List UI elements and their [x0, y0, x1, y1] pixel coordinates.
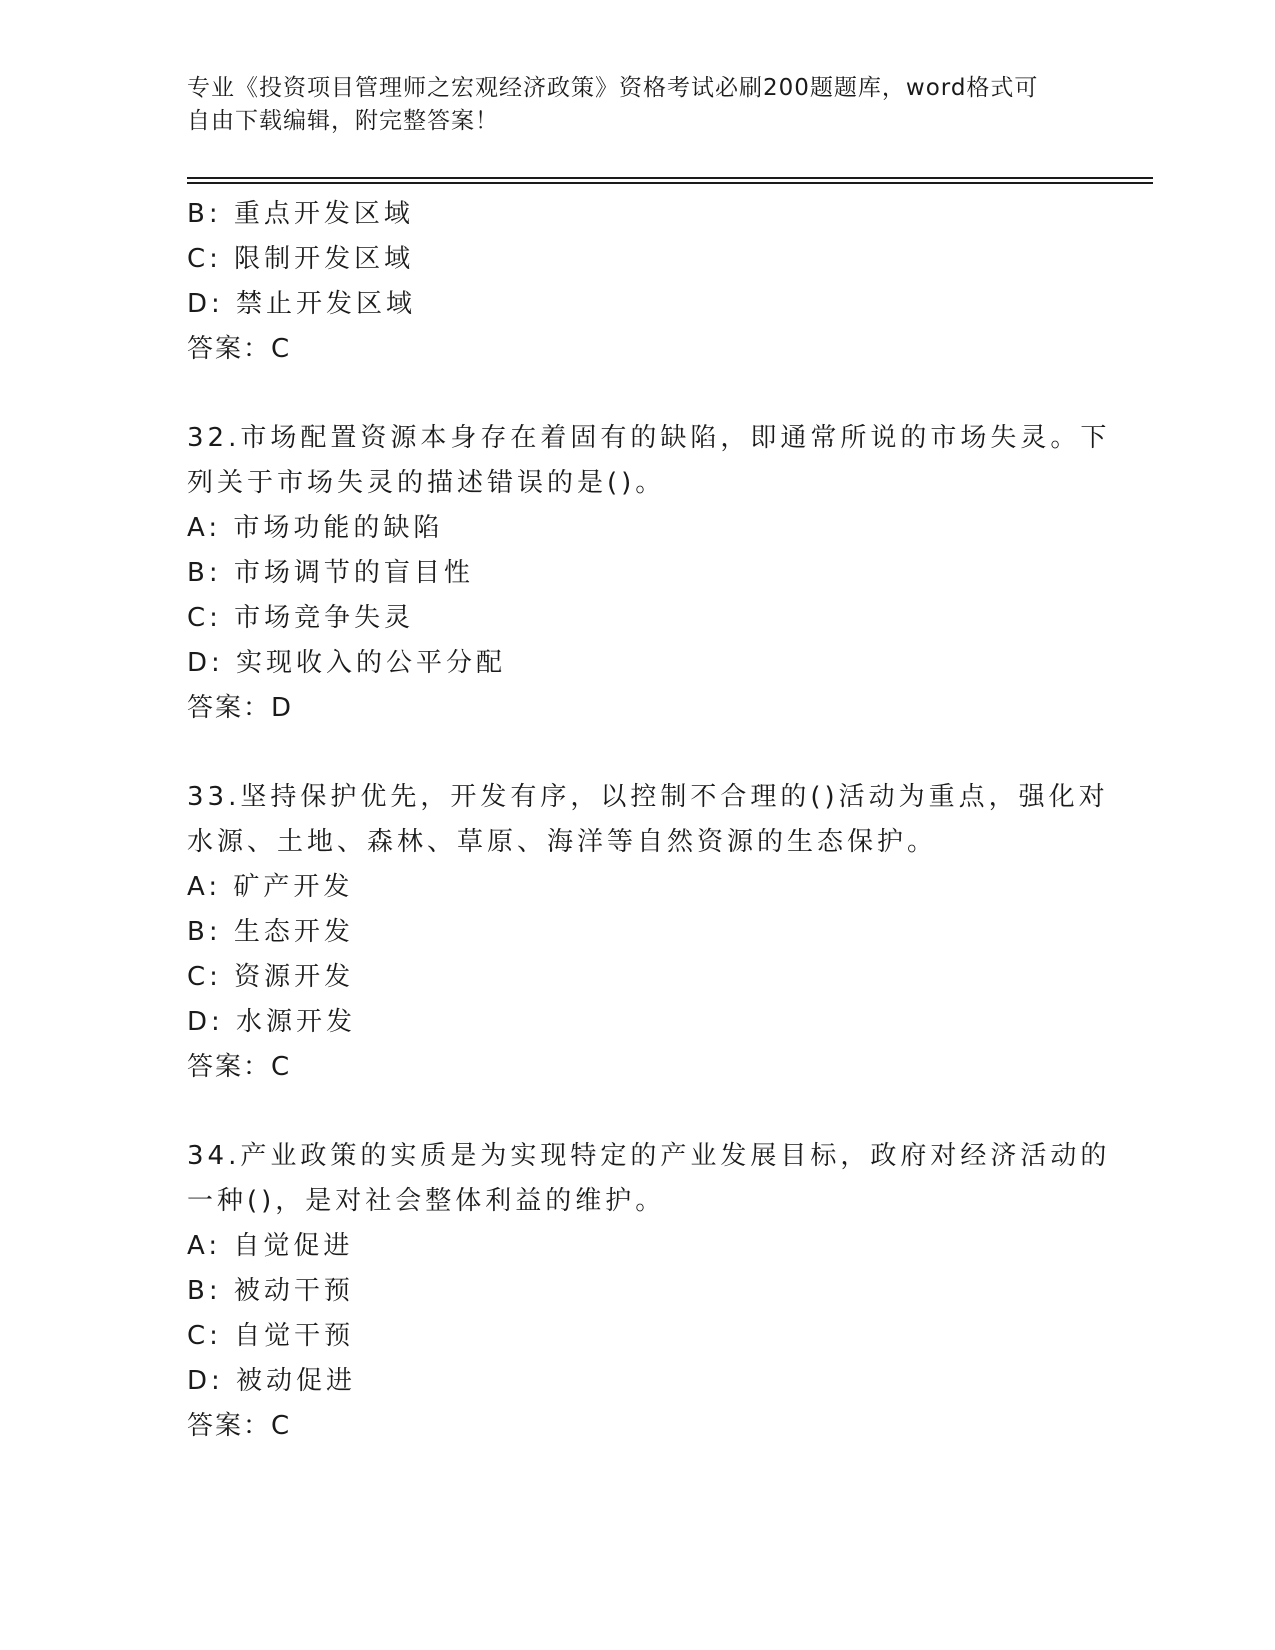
q33-text-line-2: 水源、土地、森林、草原、海洋等自然资源的生态保护。 [187, 827, 938, 857]
question-32-block [187, 416, 1111, 731]
q34-option-a: A: 自觉促进 [187, 1231, 354, 1261]
spacer [187, 1090, 1087, 1134]
q33-option-b: B: 生态开发 [187, 917, 354, 947]
question-33-block [187, 775, 1109, 1090]
document-header [187, 72, 1087, 138]
q33-option-c: C: 资源开发 [187, 962, 355, 992]
q33-option-a: A: 矿产开发 [187, 872, 354, 902]
header-divider-bottom [187, 182, 1153, 184]
q32-option-b: B: 市场调节的盲目性 [187, 558, 474, 588]
q31-option-d: D: 禁止开发区域 [187, 289, 417, 319]
q32-option-a: A: 市场功能的缺陷 [187, 513, 444, 543]
q34-option-c: C: 自觉干预 [187, 1321, 355, 1351]
q31-answer: 答案：C [187, 334, 292, 364]
q34-answer: 答案：C [187, 1411, 292, 1441]
question-31-block [187, 192, 1087, 372]
question-34-block [187, 1134, 1111, 1449]
q32-answer: 答案：D [187, 693, 294, 723]
q34-option-d: D: 被动促进 [187, 1366, 357, 1396]
spacer [187, 731, 1087, 775]
q31-option-b: B: 重点开发区域 [187, 199, 414, 229]
header-line-1: 专业《投资项目管理师之宏观经济政策》资格考试必刷200题题库，word格式可 [187, 75, 1039, 101]
q34-option-b: B: 被动干预 [187, 1276, 354, 1306]
q32-text-line-1: 32.市场配置资源本身存在着固有的缺陷，即通常所说的市场失灵。下 [187, 423, 1111, 453]
q34-text-line-2: 一种()，是对社会整体利益的维护。 [187, 1186, 666, 1216]
spacer [187, 372, 1087, 416]
q32-option-d: D: 实现收入的公平分配 [187, 648, 507, 678]
question-list [187, 192, 1111, 1449]
q32-option-c: C: 市场竞争失灵 [187, 603, 415, 633]
q33-option-d: D: 水源开发 [187, 1007, 357, 1037]
header-line-2: 自由下载编辑，附完整答案！ [187, 108, 499, 134]
q33-text-line-1: 33.坚持保护优先，开发有序，以控制不合理的()活动为重点，强化对 [187, 782, 1109, 812]
q32-text-line-2: 列关于市场失灵的描述错误的是()。 [187, 468, 666, 498]
q34-text-line-1: 34.产业政策的实质是为实现特定的产业发展目标，政府对经济活动的 [187, 1141, 1111, 1171]
header-divider-top [187, 177, 1153, 179]
q31-option-c: C: 限制开发区域 [187, 244, 415, 274]
q33-answer: 答案：C [187, 1052, 292, 1082]
